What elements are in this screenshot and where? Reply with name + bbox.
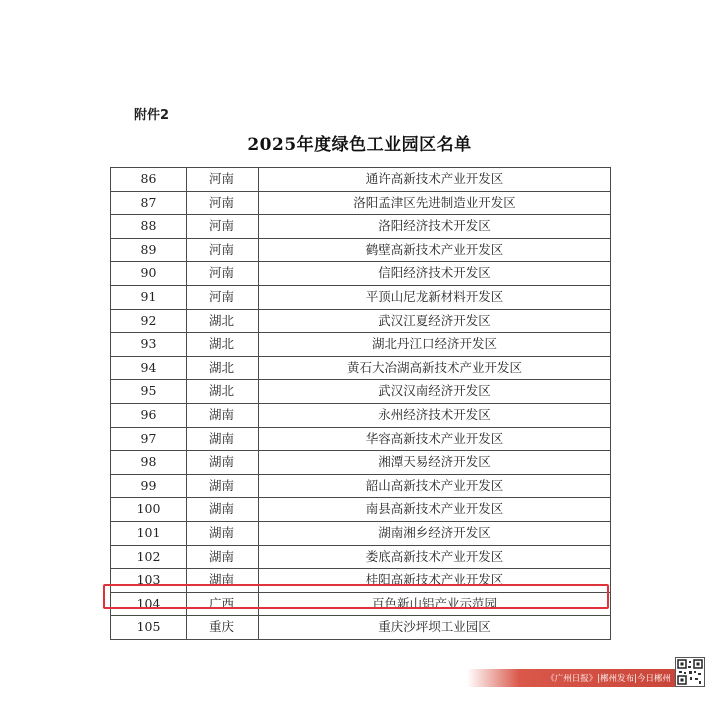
row-park-name: 湖北丹江口经济开发区 bbox=[259, 333, 611, 357]
row-number: 87 bbox=[111, 191, 187, 215]
table-row bbox=[111, 521, 611, 545]
table-row bbox=[111, 451, 611, 475]
row-province: 湖北 bbox=[187, 309, 259, 333]
row-park-name: 黄石大冶湖高新技术产业开发区 bbox=[259, 356, 611, 380]
row-province: 广西 bbox=[187, 592, 259, 616]
row-park-name: 永州经济技术开发区 bbox=[259, 403, 611, 427]
row-number: 105 bbox=[111, 616, 187, 640]
row-province: 河南 bbox=[187, 238, 259, 262]
row-number: 99 bbox=[111, 474, 187, 498]
row-park-name: 湖南湘乡经济开发区 bbox=[259, 521, 611, 545]
row-park-name: 通许高新技术产业开发区 bbox=[259, 168, 611, 192]
row-province: 湖南 bbox=[187, 521, 259, 545]
row-number: 89 bbox=[111, 238, 187, 262]
row-park-name: 华容高新技术产业开发区 bbox=[259, 427, 611, 451]
row-number: 104 bbox=[111, 592, 187, 616]
table-row bbox=[111, 262, 611, 286]
table-row bbox=[111, 474, 611, 498]
row-province: 河南 bbox=[187, 168, 259, 192]
row-park-name: 湘潭天易经济开发区 bbox=[259, 451, 611, 475]
watermark-text: 《广州日报》|郴州发布|今日郴州 bbox=[546, 674, 671, 684]
row-province: 湖北 bbox=[187, 356, 259, 380]
row-province: 湖南 bbox=[187, 427, 259, 451]
row-park-name: 武汉江夏经济开发区 bbox=[259, 309, 611, 333]
park-list-table bbox=[110, 167, 611, 640]
table-row bbox=[111, 498, 611, 522]
table-row bbox=[111, 616, 611, 640]
row-province: 重庆 bbox=[187, 616, 259, 640]
table-row bbox=[111, 403, 611, 427]
row-number: 91 bbox=[111, 285, 187, 309]
table-row bbox=[111, 215, 611, 239]
row-park-name: 桂阳高新技术产业开发区 bbox=[259, 569, 611, 593]
table-row bbox=[111, 356, 611, 380]
table-row bbox=[111, 333, 611, 357]
row-province: 湖南 bbox=[187, 545, 259, 569]
row-park-name: 平顶山尼龙新材料开发区 bbox=[259, 285, 611, 309]
table-row bbox=[111, 380, 611, 404]
row-number: 95 bbox=[111, 380, 187, 404]
row-park-name: 洛阳经济技术开发区 bbox=[259, 215, 611, 239]
source-watermark bbox=[467, 669, 677, 687]
row-province: 湖南 bbox=[187, 498, 259, 522]
row-park-name: 武汉汉南经济开发区 bbox=[259, 380, 611, 404]
table-row bbox=[111, 285, 611, 309]
row-province: 湖北 bbox=[187, 380, 259, 404]
row-province: 河南 bbox=[187, 285, 259, 309]
row-province: 河南 bbox=[187, 191, 259, 215]
row-province: 湖北 bbox=[187, 333, 259, 357]
row-park-name: 韶山高新技术产业开发区 bbox=[259, 474, 611, 498]
table-row bbox=[111, 309, 611, 333]
row-number: 93 bbox=[111, 333, 187, 357]
row-number: 103 bbox=[111, 569, 187, 593]
row-park-name: 百色新山铝产业示范园 bbox=[259, 592, 611, 616]
row-park-name: 洛阳孟津区先进制造业开发区 bbox=[259, 191, 611, 215]
row-number: 90 bbox=[111, 262, 187, 286]
row-number: 98 bbox=[111, 451, 187, 475]
qr-code-icon bbox=[675, 657, 705, 687]
row-park-name: 南县高新技术产业开发区 bbox=[259, 498, 611, 522]
row-number: 94 bbox=[111, 356, 187, 380]
row-park-name: 重庆沙坪坝工业园区 bbox=[259, 616, 611, 640]
row-province: 湖南 bbox=[187, 451, 259, 475]
table-row bbox=[111, 545, 611, 569]
row-province: 河南 bbox=[187, 215, 259, 239]
row-province: 湖南 bbox=[187, 569, 259, 593]
row-park-name: 娄底高新技术产业开发区 bbox=[259, 545, 611, 569]
row-number: 102 bbox=[111, 545, 187, 569]
table-row bbox=[111, 238, 611, 262]
row-number: 86 bbox=[111, 168, 187, 192]
document-title: 2025年度绿色工业园区名单 bbox=[247, 135, 472, 155]
row-province: 河南 bbox=[187, 262, 259, 286]
row-number: 92 bbox=[111, 309, 187, 333]
row-number: 88 bbox=[111, 215, 187, 239]
row-number: 100 bbox=[111, 498, 187, 522]
table-row bbox=[111, 168, 611, 192]
row-number: 101 bbox=[111, 521, 187, 545]
row-province: 湖南 bbox=[187, 474, 259, 498]
row-park-name: 信阳经济技术开发区 bbox=[259, 262, 611, 286]
row-number: 96 bbox=[111, 403, 187, 427]
row-number: 97 bbox=[111, 427, 187, 451]
table-row bbox=[111, 427, 611, 451]
attachment-label: 附件2 bbox=[134, 108, 170, 123]
row-park-name: 鹤壁高新技术产业开发区 bbox=[259, 238, 611, 262]
highlighted-row-outline bbox=[103, 584, 609, 609]
table-row bbox=[111, 191, 611, 215]
row-province: 湖南 bbox=[187, 403, 259, 427]
